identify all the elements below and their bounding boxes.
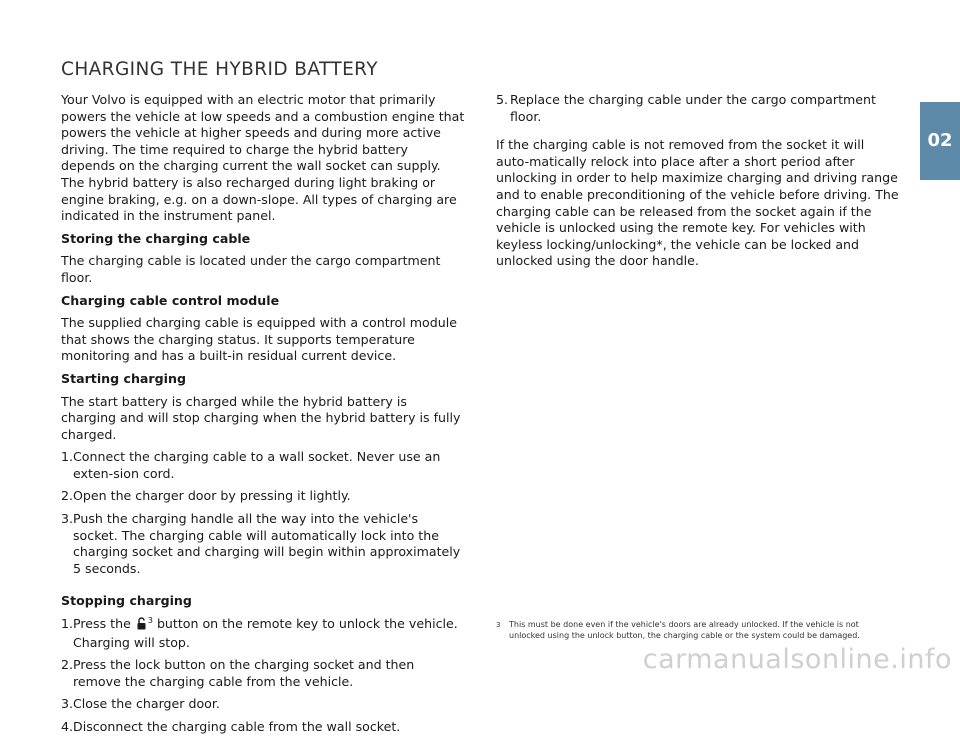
step-text-pre: Press the: [73, 616, 131, 632]
storing-heading: Storing the charging cable: [61, 230, 251, 246]
step-number: 1.: [61, 449, 74, 465]
starting-steps-list: [61, 449, 465, 577]
list-item: [61, 719, 465, 736]
step-text: Disconnect the charging cable from the wall socket.: [73, 719, 401, 734]
list-item: [61, 657, 465, 690]
footnote-text: This must be done even if the vehicle's doors are already unlocked. If the vehicle is not unlocked using the unlock button, the charging cable or the system could be damaged.: [509, 620, 860, 640]
storing-paragraph: The charging cable is located under the cargo compartment floor.: [61, 253, 441, 285]
watermark: carmanualsonline.info: [642, 644, 952, 675]
right-column: [496, 92, 900, 276]
step-text: Connect the charging cable to a wall socket. Never use an exten-sion cord.: [73, 449, 441, 481]
step-number: 5.: [496, 92, 509, 107]
footnote-number: 3: [496, 621, 501, 629]
stopping-steps-list: [61, 616, 465, 736]
step-text-post: button on the remote key to unlock the vehicle. Charging will stop.: [73, 616, 458, 650]
list-item: [61, 696, 465, 713]
list-item: [61, 449, 465, 482]
step-text: Close the charger door.: [73, 696, 220, 712]
step-text: Open the charger door by pressing it lightly.: [73, 488, 351, 504]
step-number: 2.: [61, 657, 74, 673]
starting-paragraph: The start battery is charged while the hybrid battery is charging and will stop charging when the hybrid battery is fully charged.: [61, 393, 461, 442]
page-title: CHARGING THE HYBRID BATTERY: [61, 59, 378, 80]
list-item: [496, 92, 900, 125]
chapter-number: 02: [927, 130, 953, 151]
step-text: Press the lock button on the charging socket and then remove the charging cable from the vehicle.: [73, 657, 415, 689]
step-text: Push the charging handle all the way into the vehicle's socket. The charging cable will automatically lock into the charging socket and charging will begin within approximately 5 seconds.: [73, 511, 461, 576]
unlock-icon: [137, 617, 146, 635]
list-item: [61, 616, 465, 651]
starting-heading: Starting charging: [61, 370, 186, 386]
list-item: [61, 488, 465, 505]
step-text: Replace the charging cable under the cargo compartment floor.: [510, 92, 876, 124]
step-number: 2.: [61, 488, 74, 504]
stopping-heading: Stopping charging: [61, 593, 192, 609]
control-module-heading: Charging cable control module: [61, 292, 280, 308]
step-number: 3.: [61, 511, 74, 527]
left-column: [61, 92, 465, 742]
step-number: 3.: [61, 696, 74, 712]
list-item: [61, 511, 465, 577]
continued-steps-list: [496, 92, 900, 125]
step-number: 1.: [61, 616, 74, 632]
control-module-paragraph: The supplied charging cable is equipped with a control module that shows the charging status. It supports temperature monitoring and has a built-in residual current device.: [61, 315, 457, 364]
footnote-ref: 3: [147, 615, 153, 625]
intro-paragraph: Your Volvo is equipped with an electric motor that primarily powers the vehicle at low speeds and a combustion engine that powers the vehicle at higher speeds and during more active driving. The time required to charge the hybrid battery depends on the charging current the wall socket can supply. The hybrid battery is also recharged during light braking or engine braking, e.g. on a down-slope. All types of charging are indicated in the instrument panel.: [61, 92, 465, 224]
footnote: [496, 620, 896, 641]
step-number: 4.: [61, 719, 74, 734]
relock-paragraph: If the charging cable is not removed from the socket it will auto-matically relock into place after a short period after unlocking in order to help maximize charging and driving range and to enable preconditioning of the vehicle before driving. The charging cable can be released from the socket again if the vehicle is unlocked using the remote key. For vehicles with keyless locking/unlocking*, the vehicle can be locked and unlocked using the door handle.: [496, 137, 899, 269]
